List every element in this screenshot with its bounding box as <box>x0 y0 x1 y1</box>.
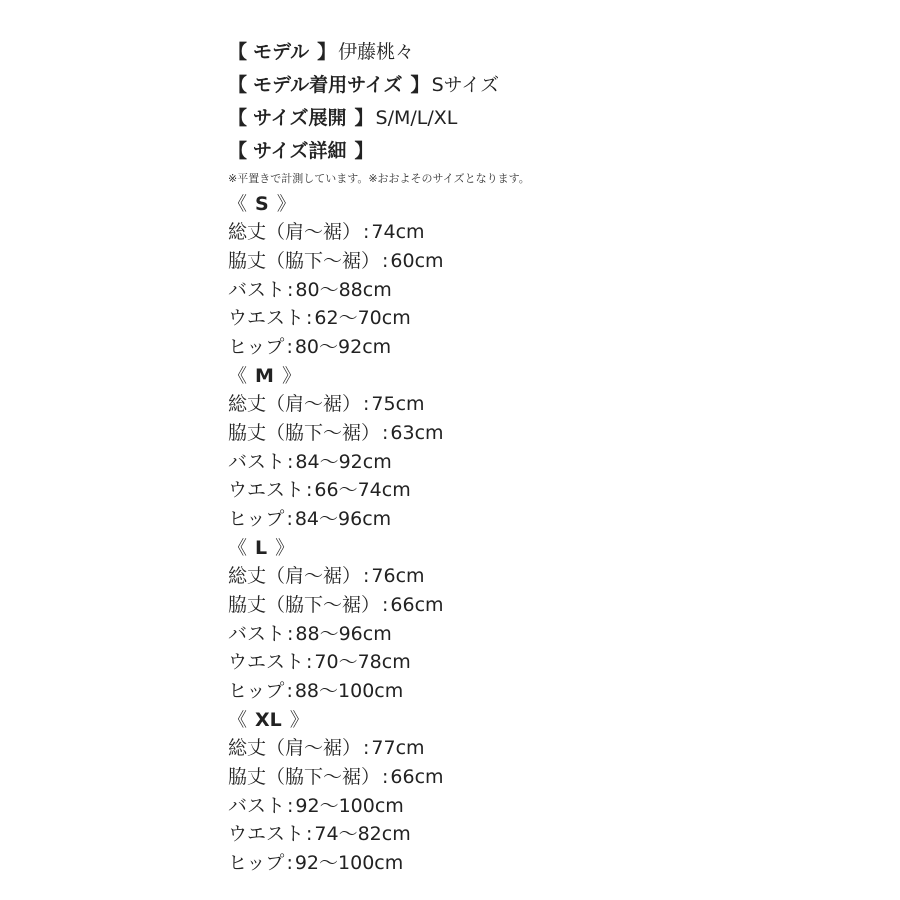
measurement-value: 92〜100cm <box>294 852 404 875</box>
size-bracket-close: 》 <box>276 193 296 215</box>
measurement-row <box>228 734 868 763</box>
measurement-value: 66cm <box>390 593 444 616</box>
model-size-label: モデル着用サイズ <box>253 74 403 96</box>
measurement-value: 63cm <box>390 421 444 444</box>
separator: : <box>382 421 389 444</box>
size-name: M <box>255 364 274 387</box>
separator: : <box>287 450 294 473</box>
bracket-close: 】 <box>317 41 337 63</box>
size-bracket-open: 《 <box>228 364 248 387</box>
measurement-label: 総丈（肩〜裾） <box>228 221 362 243</box>
separator: : <box>286 852 293 875</box>
size-heading <box>228 534 868 562</box>
measurement-label: 脇丈（脇下〜裾） <box>228 593 381 616</box>
size-range-line <box>228 102 868 135</box>
measurement-label: ウエスト <box>228 479 305 502</box>
separator: : <box>286 680 293 703</box>
measurement-value: 75cm <box>371 392 425 415</box>
measurement-value: 84〜96cm <box>294 508 392 531</box>
measurement-row <box>228 820 868 849</box>
measurement-label: バスト <box>228 794 286 817</box>
measurement-label: バスト <box>228 450 286 473</box>
measurement-row <box>228 476 868 505</box>
size-name: XL <box>255 708 282 731</box>
size-heading <box>228 362 868 390</box>
measurement-value: 62〜70cm <box>314 307 411 330</box>
size-section <box>228 190 868 362</box>
measurement-label: ヒップ <box>228 852 285 875</box>
measurement-label: ヒップ <box>228 508 285 531</box>
measurement-label: バスト <box>228 622 286 645</box>
separator: : <box>287 794 294 817</box>
model-size-line <box>228 69 868 102</box>
measurement-value: 80〜92cm <box>294 336 392 359</box>
bracket-open: 【 <box>228 107 248 129</box>
measurement-row <box>228 620 868 649</box>
separator: : <box>363 221 370 243</box>
size-bracket-open: 《 <box>228 708 248 731</box>
measurement-label: 脇丈（脇下〜裾） <box>228 249 381 272</box>
separator: : <box>363 392 370 415</box>
measurement-label: ヒップ <box>228 336 285 359</box>
measurement-row <box>228 849 868 878</box>
separator: : <box>306 823 313 846</box>
separator: : <box>306 307 313 330</box>
separator: : <box>306 651 313 674</box>
measurement-note: ※平置きで計測しています。※おおよそのサイズとなります。 <box>228 172 530 185</box>
model-line <box>228 36 868 69</box>
separator: : <box>382 593 389 616</box>
measurement-row <box>228 333 868 362</box>
measurement-row <box>228 419 868 448</box>
measurement-value: 60cm <box>390 249 444 272</box>
separator: : <box>363 736 370 759</box>
bracket-close: 】 <box>354 140 374 162</box>
separator: : <box>287 278 294 301</box>
measurement-value: 92〜100cm <box>295 794 404 817</box>
size-bracket-close: 》 <box>275 536 295 559</box>
size-section <box>228 706 868 878</box>
bracket-close: 】 <box>410 74 430 96</box>
separator: : <box>363 564 370 587</box>
separator: : <box>382 249 389 272</box>
bracket-close: 】 <box>354 107 374 129</box>
measurement-row <box>228 505 868 534</box>
measurement-label: 脇丈（脇下〜裾） <box>228 765 381 788</box>
size-bracket-close: 》 <box>289 708 309 731</box>
measurement-row <box>228 390 868 419</box>
measurement-row <box>228 562 868 591</box>
separator: : <box>286 336 293 359</box>
measurement-value: 88〜96cm <box>295 622 392 645</box>
separator: : <box>287 622 294 645</box>
bracket-open: 【 <box>228 74 248 96</box>
measurement-value: 88〜100cm <box>294 680 404 703</box>
size-detail-label: サイズ詳細 <box>253 140 347 162</box>
size-info-document <box>228 36 868 878</box>
measurement-value: 84〜92cm <box>295 450 392 473</box>
size-sections <box>228 190 868 878</box>
measurement-label: 総丈（肩〜裾） <box>228 392 362 415</box>
measurement-value: 70〜78cm <box>314 651 411 674</box>
size-heading <box>228 706 868 734</box>
measurement-label: ウエスト <box>228 823 305 846</box>
measurement-row <box>228 648 868 677</box>
measurement-row <box>228 276 868 305</box>
bracket-open: 【 <box>228 140 248 162</box>
measurement-label: 総丈（肩〜裾） <box>228 564 362 587</box>
separator: : <box>286 508 293 531</box>
measurement-label: ウエスト <box>228 307 305 330</box>
measurement-value: 76cm <box>371 564 425 587</box>
model-size-value: Sサイズ <box>431 74 500 96</box>
measurement-label: 総丈（肩〜裾） <box>228 736 362 759</box>
separator: : <box>306 479 313 502</box>
measurement-row <box>228 304 868 333</box>
size-bracket-close: 》 <box>281 364 301 387</box>
measurement-value: 74cm <box>371 221 425 243</box>
measurement-row <box>228 218 868 247</box>
measurement-label: バスト <box>228 278 286 301</box>
measurement-row <box>228 792 868 821</box>
model-value: 伊藤桃々 <box>338 41 415 63</box>
separator: : <box>382 765 389 788</box>
measurement-value: 66〜74cm <box>314 479 411 502</box>
size-name: L <box>255 536 268 559</box>
bracket-open: 【 <box>228 41 248 63</box>
size-range-label: サイズ展開 <box>253 107 347 129</box>
size-section <box>228 534 868 706</box>
measurement-row <box>228 448 868 477</box>
measurement-value: 77cm <box>371 736 425 759</box>
measurement-row <box>228 677 868 706</box>
measurement-row <box>228 591 868 620</box>
measurement-value: 66cm <box>390 765 444 788</box>
measurement-label: ヒップ <box>228 680 285 703</box>
size-section <box>228 362 868 534</box>
measurement-value: 74〜82cm <box>314 823 411 846</box>
measurement-row <box>228 247 868 276</box>
measurement-value: 80〜88cm <box>295 278 392 301</box>
size-bracket-open: 《 <box>228 536 248 559</box>
size-bracket-open: 《 <box>228 193 248 215</box>
size-heading <box>228 190 868 218</box>
size-detail-line <box>228 135 868 168</box>
model-label: モデル <box>253 41 310 63</box>
measurement-label: ウエスト <box>228 651 305 674</box>
size-name: S <box>255 193 269 215</box>
measurement-label: 脇丈（脇下〜裾） <box>228 421 381 444</box>
measurement-row <box>228 763 868 792</box>
size-range-value: S/M/L/XL <box>375 107 458 129</box>
